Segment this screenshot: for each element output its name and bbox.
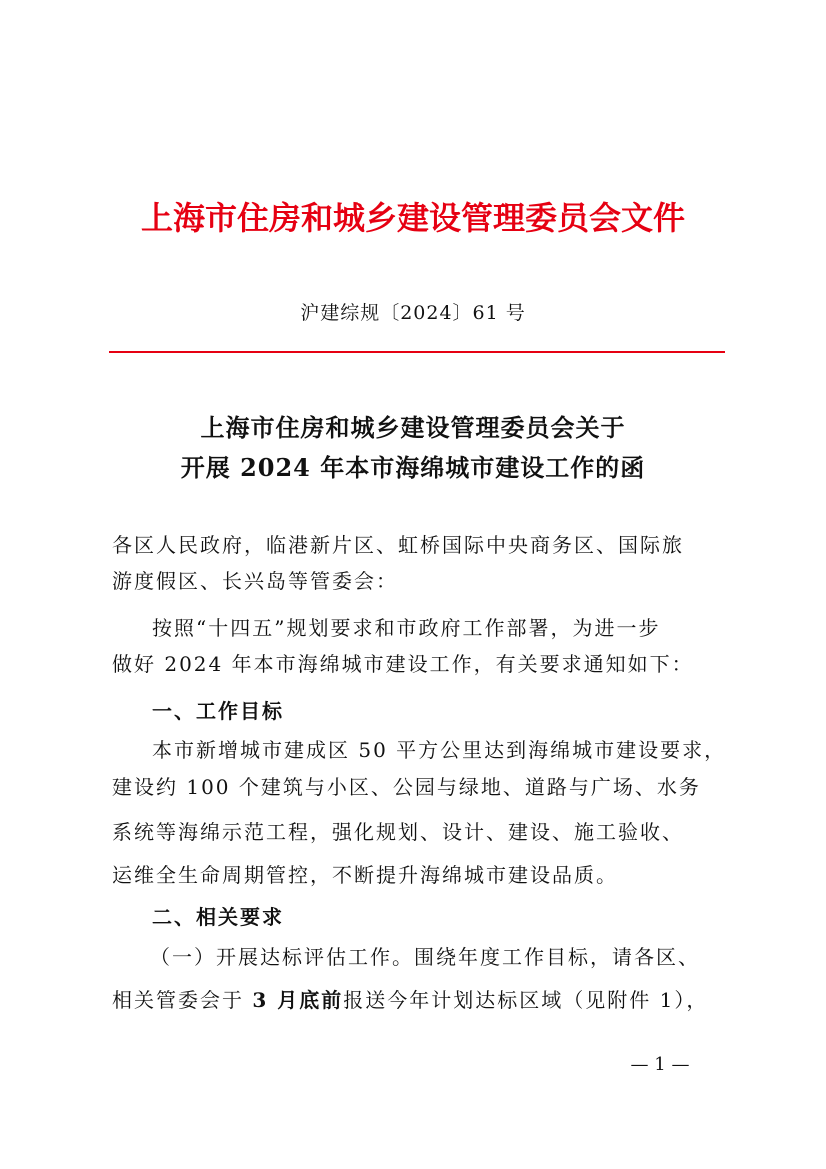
item-1-line-2 — [112, 986, 722, 1014]
section-2-heading: 二、相关要求 — [152, 905, 284, 929]
page-number: — 1 — — [630, 1054, 690, 1075]
header-title: 上海市住房和城乡建设管理委员会文件 — [140, 199, 685, 237]
section-1-line-1: 本市新增城市建成区 50 平方公里达到海绵城市建设要求， — [152, 738, 727, 762]
recipients-line-2: 游度假区、长兴岛等管委会： — [112, 569, 398, 593]
section-1-line-3: 系统等海绵示范工程，强化规划、设计、建设、施工验收、 — [112, 820, 684, 844]
item-1-line-2-start: 相关管委会于 — [112, 988, 253, 1012]
red-divider — [109, 351, 725, 353]
recipients-line-1: 各区人民政府，临港新片区、虹桥国际中央商务区、国际旅 — [112, 533, 684, 557]
section-1-heading: 一、工作目标 — [152, 699, 284, 723]
section-1-line-2: 建设约 100 个建筑与小区、公园与绿地、道路与广场、水务 — [112, 775, 701, 799]
deadline-emphasis: 3 月底前 — [252, 988, 344, 1012]
intro-line-2: 做好 2024 年本市海绵城市建设工作，有关要求通知如下： — [112, 652, 694, 676]
item-1-line-2-end: 报送今年计划达标区域（见附件 1）， — [343, 988, 709, 1012]
item-1-line-1: （一）开展达标评估工作。围绕年度工作目标，请各区、 — [150, 945, 700, 969]
letter-title-line-2: 开展 2024 年本市海绵城市建设工作的函 — [180, 453, 646, 482]
letter-title-line-1: 上海市住房和城乡建设管理委员会关于 — [200, 413, 626, 442]
intro-line-1: 按照“十四五”规划要求和市政府工作部署，为进一步 — [152, 616, 661, 640]
section-1-line-4: 运维全生命周期管控，不断提升海绵城市建设品质。 — [112, 863, 618, 887]
document-number: 沪建综规〔2024〕61 号 — [300, 302, 526, 324]
